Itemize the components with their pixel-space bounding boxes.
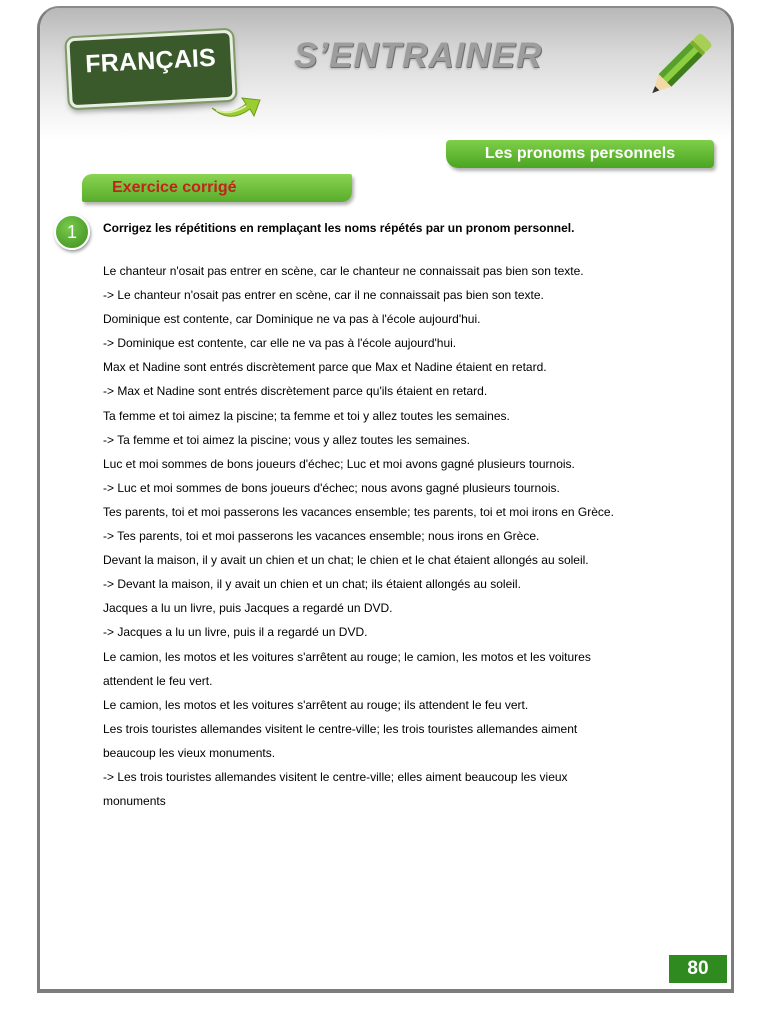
exercise-line: -> Luc et moi sommes de bons joueurs d'échec; nous avons gagné plusieurs tournois. — [103, 480, 560, 495]
exercise-line: Jacques a lu un livre, puis Jacques a regardé un DVD. — [103, 601, 393, 616]
exercise-line: Luc et moi sommes de bons joueurs d'échec; Luc et moi avons gagné plusieurs tournois. — [103, 456, 575, 471]
exercise-line: Ta femme et toi aimez la piscine; ta femme et toi y allez toutes les semaines. — [103, 408, 510, 423]
exercise-line: Tes parents, toi et moi passerons les vacances ensemble; tes parents, toi et moi irons en Grèce. — [103, 504, 614, 519]
exercise-line: -> Jacques a lu un livre, puis il a regardé un DVD. — [103, 625, 368, 640]
page-frame — [37, 6, 734, 993]
exercise-line: Les trois touristes allemandes visitent le centre-ville; les trois touristes allemandes aiment — [103, 721, 578, 736]
exercise-line: monuments — [103, 794, 166, 809]
exercise-line: Le camion, les motos et les voitures s'arrêtent au rouge; le camion, les motos et les voitures — [103, 649, 591, 664]
section-label: Exercice corrigé — [82, 174, 352, 202]
exercise-line: -> Tes parents, toi et moi passerons les vacances ensemble; nous irons en Grèce. — [103, 529, 540, 544]
topic-tag: Les pronoms personnels — [446, 140, 714, 168]
exercise-line: Max et Nadine sont entrés discrètement parce que Max et Nadine étaient en retard. — [103, 360, 547, 375]
exercise-line: Devant la maison, il y avait un chien et un chat; le chien et le chat étaient allongés au soleil. — [103, 553, 589, 568]
exercise-number-badge: 1 — [54, 214, 90, 250]
exercise-line: -> Les trois touristes allemandes visitent le centre-ville; elles aiment beaucoup les vieux — [103, 769, 568, 784]
exercise-line: -> Max et Nadine sont entrés discrètement parce qu'ils étaient en retard. — [103, 384, 488, 399]
exercise-instruction: Corrigez les répétitions en remplaçant les noms répétés par un pronom personnel. — [103, 221, 575, 235]
logo-text: FRANÇAIS — [84, 43, 217, 79]
page-number: 80 — [669, 955, 727, 983]
exercise-line: beaucoup les vieux monuments. — [103, 745, 276, 760]
exercise-lines — [103, 259, 673, 813]
exercise-line: attendent le feu vert. — [103, 673, 213, 688]
exercise-line: Le camion, les motos et les voitures s'arrêtent au rouge; ils attendent le feu vert. — [103, 697, 529, 712]
exercise-line: -> Le chanteur n'osait pas entrer en scène, car il ne connaissait pas bien son texte. — [103, 288, 544, 303]
exercise-line: -> Dominique est contente, car elle ne va pas à l'école aujourd'hui. — [103, 336, 457, 351]
exercise-line: -> Devant la maison, il y avait un chien et un chat; ils étaient allongés au soleil. — [103, 577, 521, 592]
page-title: S’ENTRAINER — [294, 36, 543, 75]
pencil-icon — [636, 26, 718, 108]
exercise-line: Le chanteur n'osait pas entrer en scène, car le chanteur ne connaissait pas bien son texte. — [103, 264, 584, 278]
francais-logo — [68, 26, 268, 126]
exercise-line: Dominique est contente, car Dominique ne va pas à l'école aujourd'hui. — [103, 312, 481, 327]
exercise-line: -> Ta femme et toi aimez la piscine; vous y allez toutes les semaines. — [103, 432, 470, 447]
curved-arrow-icon — [208, 78, 270, 120]
